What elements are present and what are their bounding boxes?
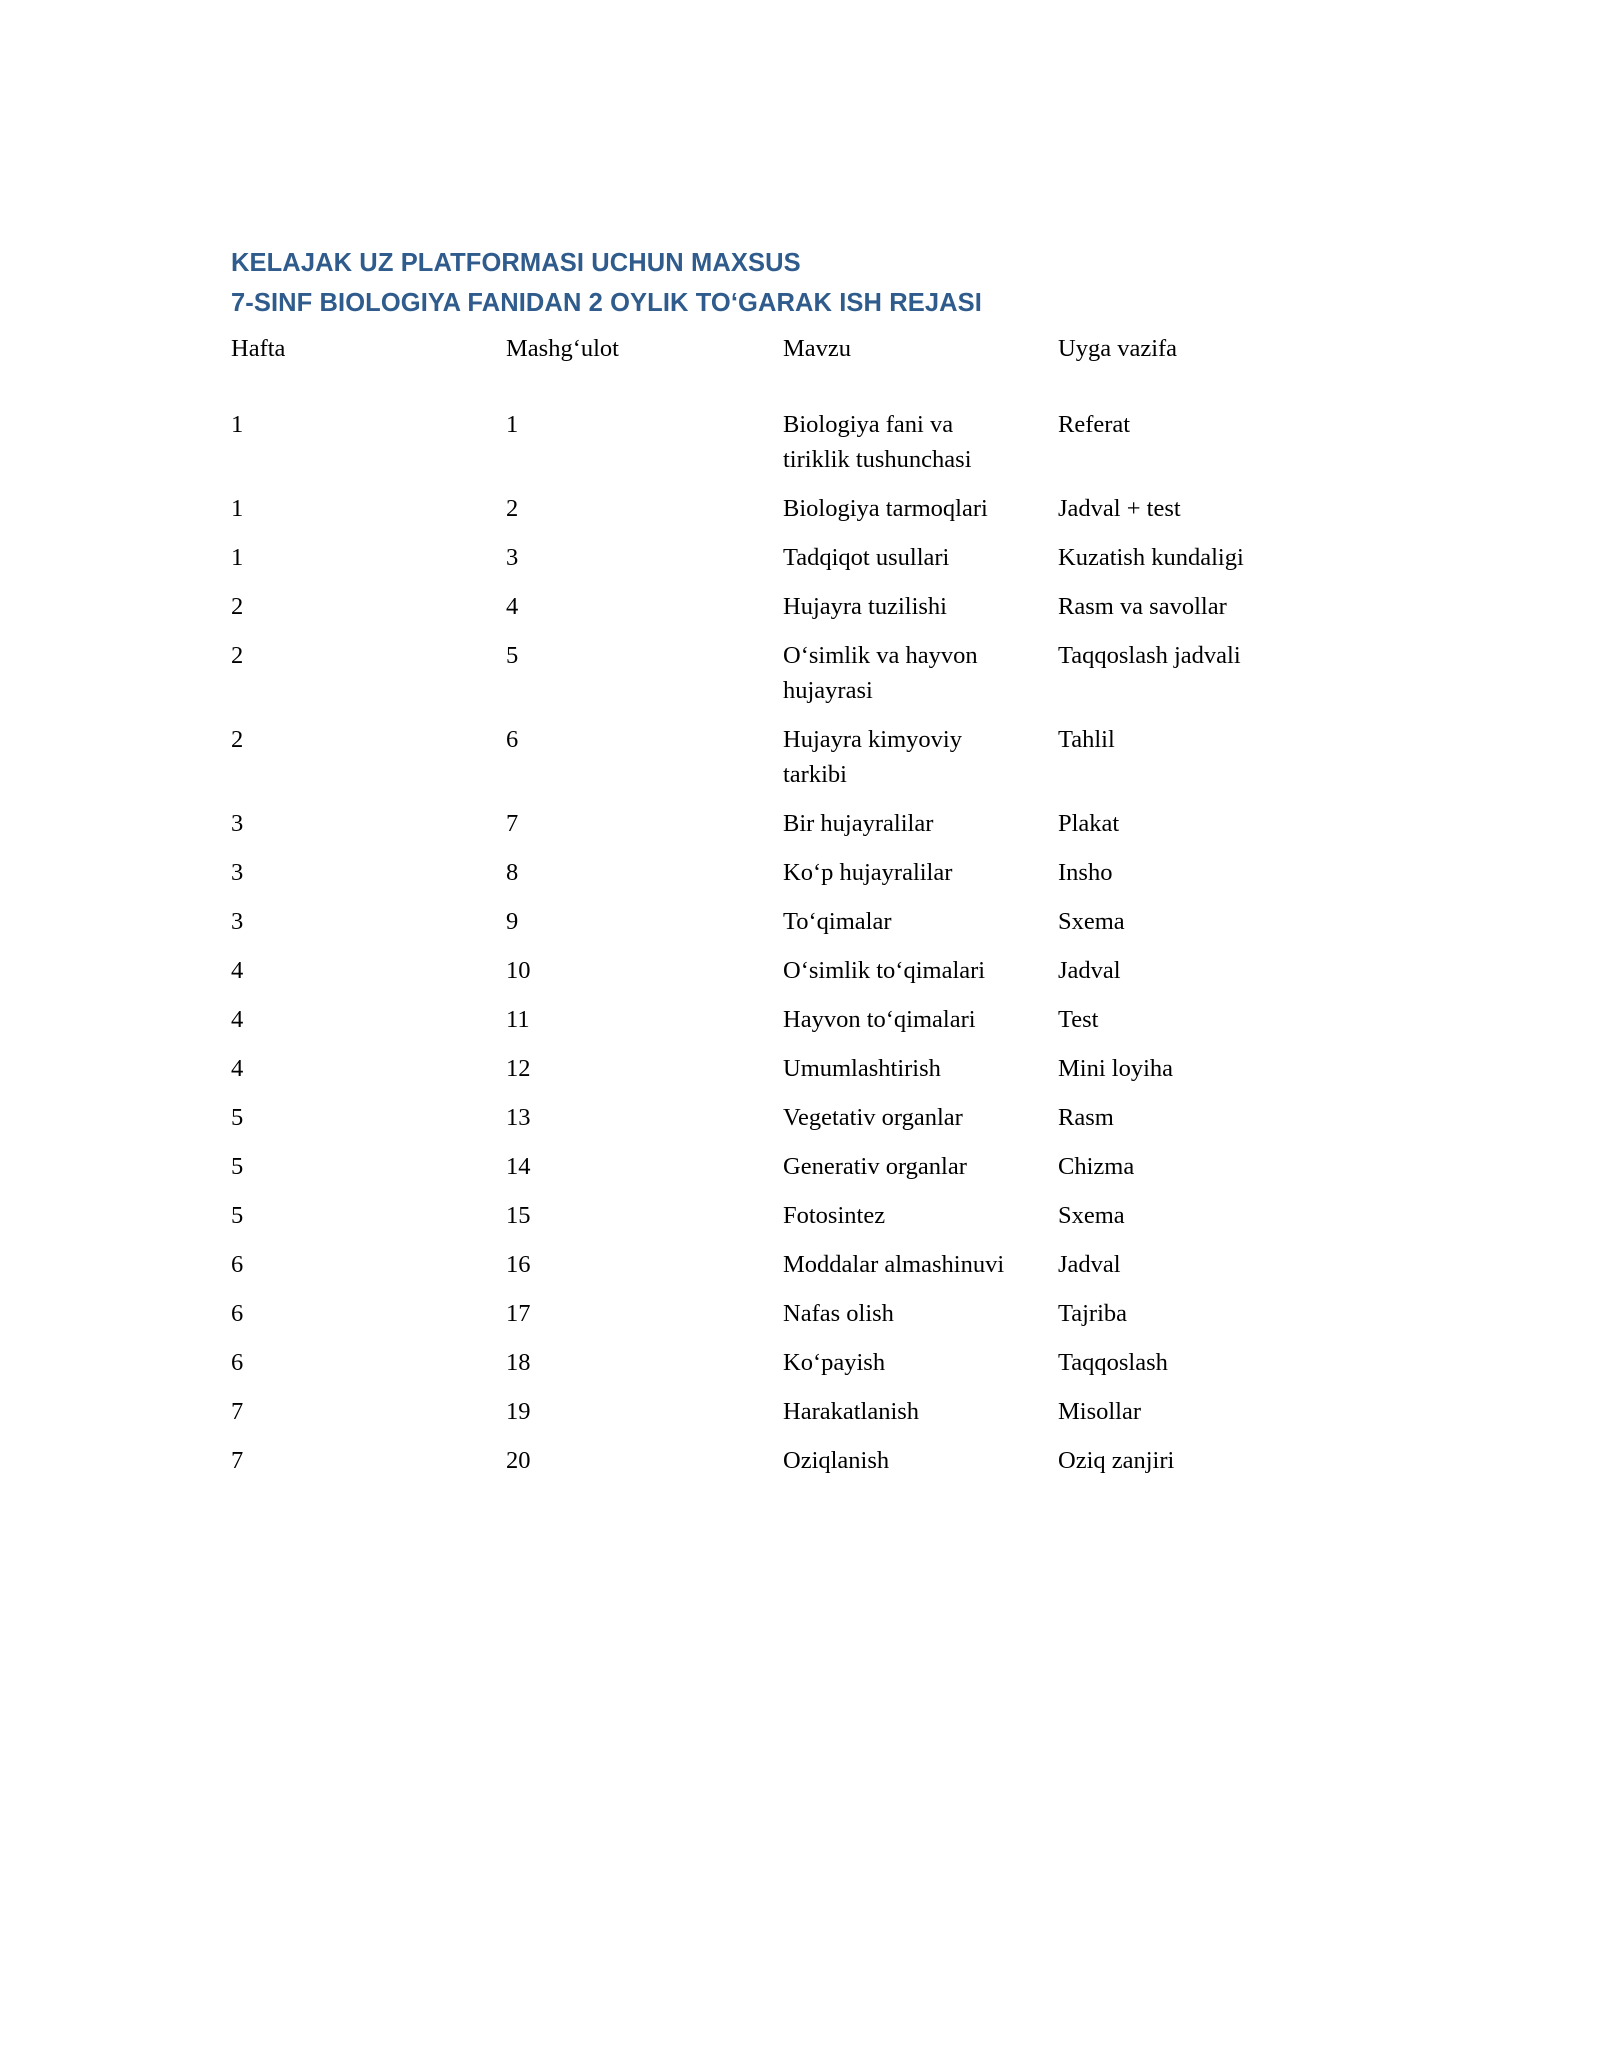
cell-text: Test: [1058, 1006, 1099, 1033]
table-cell-mashgulot: [506, 841, 783, 890]
table-cell-mashgulot: [506, 1380, 783, 1429]
cell-text: 6: [231, 1349, 244, 1376]
table-cell-uyga: [1058, 890, 1321, 939]
cell-text: 6: [231, 1251, 244, 1278]
table-cell-hafta: [231, 939, 506, 988]
cell-text: Harakatlanish: [783, 1398, 920, 1425]
cell-text: 7: [231, 1447, 244, 1474]
column-header-mavzu: Mavzu: [783, 335, 852, 362]
cell-text: Nafas olish: [783, 1300, 894, 1327]
cell-text: Jadval: [1058, 957, 1121, 984]
table-cell-uyga: [1058, 988, 1321, 1037]
table-cell-mavzu: [783, 792, 1058, 841]
table-row: [231, 1282, 1321, 1331]
table-cell-hafta: [231, 792, 506, 841]
cell-text: O‘simlik to‘qimalari: [783, 957, 986, 984]
table-cell-mashgulot: [506, 1135, 783, 1184]
table-row: [231, 1184, 1321, 1233]
table-cell-mashgulot: [506, 1184, 783, 1233]
table-cell-hafta: [231, 1331, 506, 1380]
table-cell-uyga: [1058, 792, 1321, 841]
work-plan-table: [231, 331, 1321, 1478]
table-row: [231, 1135, 1321, 1184]
cell-text: 18: [506, 1349, 531, 1376]
table-cell-mashgulot: [506, 624, 783, 708]
cell-text: Ko‘payish: [783, 1349, 886, 1376]
cell-text: 4: [506, 593, 519, 620]
cell-text: 2: [231, 726, 244, 753]
table-cell-mashgulot: [506, 1037, 783, 1086]
cell-text: 14: [506, 1153, 531, 1180]
cell-text: 1: [231, 544, 244, 571]
table-cell-mashgulot: [506, 393, 783, 477]
table-cell-hafta: [231, 1086, 506, 1135]
title-line-1: KELAJAK UZ PLATFORMASI UCHUN MAXSUS: [231, 249, 801, 277]
table-cell-hafta: [231, 624, 506, 708]
document-body: [231, 243, 1371, 1478]
table-cell-mavzu: [783, 1429, 1058, 1478]
column-header-hafta: Hafta: [231, 335, 286, 362]
table-cell-mavzu: [783, 526, 1058, 575]
table-row: [231, 526, 1321, 575]
cell-text: 12: [506, 1055, 531, 1082]
cell-text: Vegetativ organlar: [783, 1104, 963, 1131]
table-cell-mavzu: [783, 1037, 1058, 1086]
table-cell-mashgulot: [506, 526, 783, 575]
table-cell-hafta: [231, 1380, 506, 1429]
cell-text: 1: [231, 495, 244, 522]
cell-text: 1: [506, 411, 519, 438]
table-header: [231, 331, 1321, 393]
table-cell-hafta: [231, 526, 506, 575]
table-row: [231, 1331, 1321, 1380]
table-cell-hafta: [231, 1135, 506, 1184]
table-cell-mavzu: [783, 1282, 1058, 1331]
table-cell-hafta: [231, 988, 506, 1037]
cell-text: Oziq zanjiri: [1058, 1447, 1175, 1474]
table-cell-hafta: [231, 1184, 506, 1233]
cell-text: Oziqlanish: [783, 1447, 890, 1474]
table-cell-uyga: [1058, 1429, 1321, 1478]
table-cell-mashgulot: [506, 939, 783, 988]
cell-text: Jadval: [1058, 1251, 1121, 1278]
table-cell-mashgulot: [506, 1331, 783, 1380]
table-cell-uyga: [1058, 393, 1321, 477]
table-cell-mashgulot: [506, 792, 783, 841]
table-cell-hafta: [231, 1037, 506, 1086]
cell-text: Bir hujayralilar: [783, 810, 934, 837]
cell-text: Taqqoslash: [1058, 1349, 1168, 1376]
table-row: [231, 393, 1321, 477]
table-cell-hafta: [231, 1429, 506, 1478]
table-cell-mavzu: [783, 1331, 1058, 1380]
table-cell-mavzu: [783, 1135, 1058, 1184]
table-row: [231, 1380, 1321, 1429]
cell-text: 5: [231, 1104, 244, 1131]
table-cell-mashgulot: [506, 988, 783, 1037]
cell-text: 10: [506, 957, 531, 984]
table-cell-uyga: [1058, 575, 1321, 624]
cell-text: 3: [231, 810, 244, 837]
cell-text: 19: [506, 1398, 531, 1425]
cell-text: Fotosintez: [783, 1202, 886, 1229]
cell-text: O‘simlik va hayvon hujayrasi: [783, 642, 978, 704]
cell-text: 5: [506, 642, 519, 669]
table-row: [231, 988, 1321, 1037]
table-cell-hafta: [231, 575, 506, 624]
cell-text: 4: [231, 1055, 244, 1082]
cell-text: Biologiya fani va tiriklik tushunchasi: [783, 411, 972, 473]
table-cell-mavzu: [783, 841, 1058, 890]
table-row: [231, 792, 1321, 841]
table-cell-uyga: [1058, 477, 1321, 526]
table-row: [231, 477, 1321, 526]
cell-text: 16: [506, 1251, 531, 1278]
cell-text: 6: [506, 726, 519, 753]
table-cell-mashgulot: [506, 575, 783, 624]
cell-text: 3: [506, 544, 519, 571]
cell-text: Umumlashtirish: [783, 1055, 941, 1082]
table-cell-uyga: [1058, 841, 1321, 890]
table-cell-uyga: [1058, 1233, 1321, 1282]
cell-text: 11: [506, 1006, 530, 1033]
table-cell-mashgulot: [506, 1086, 783, 1135]
column-header-uyga-vazifa: Uyga vazifa: [1058, 335, 1178, 362]
cell-text: 8: [506, 859, 519, 886]
table-cell-hafta: [231, 393, 506, 477]
table-cell-hafta: [231, 1233, 506, 1282]
table-cell-mavzu: [783, 624, 1058, 708]
table-cell-uyga: [1058, 708, 1321, 792]
table-cell-uyga: [1058, 624, 1321, 708]
table-row: [231, 939, 1321, 988]
table-cell-uyga: [1058, 1331, 1321, 1380]
cell-text: Referat: [1058, 411, 1131, 438]
cell-text: 1: [231, 411, 244, 438]
table-cell-mavzu: [783, 988, 1058, 1037]
table-row: [231, 1233, 1321, 1282]
cell-text: 20: [506, 1447, 531, 1474]
cell-text: Mini loyiha: [1058, 1055, 1174, 1082]
cell-text: 13: [506, 1104, 531, 1131]
table-cell-uyga: [1058, 1184, 1321, 1233]
cell-text: 2: [231, 642, 244, 669]
cell-text: 4: [231, 957, 244, 984]
cell-text: Generativ organlar: [783, 1153, 967, 1180]
cell-text: Hujayra kimyoviy tarkibi: [783, 726, 962, 788]
table-cell-mavzu: [783, 477, 1058, 526]
table-cell-uyga: [1058, 1037, 1321, 1086]
table-cell-mashgulot: [506, 1429, 783, 1478]
table-cell-mavzu: [783, 393, 1058, 477]
table-cell-uyga: [1058, 1282, 1321, 1331]
table-body: [231, 393, 1321, 1478]
table-cell-mashgulot: [506, 890, 783, 939]
title-line-2: 7-SINF BIOLOGIYA FANIDAN 2 OYLIK TO‘GARAK ISH REJASI: [231, 289, 982, 317]
table-row: [231, 841, 1321, 890]
cell-text: 7: [506, 810, 519, 837]
table-cell-uyga: [1058, 1380, 1321, 1429]
cell-text: Sxema: [1058, 1202, 1125, 1229]
cell-text: Hujayra tuzilishi: [783, 593, 947, 620]
cell-text: 3: [231, 859, 244, 886]
table-row: [231, 575, 1321, 624]
table-row: [231, 1429, 1321, 1478]
table-cell-uyga: [1058, 939, 1321, 988]
table-cell-hafta: [231, 1282, 506, 1331]
cell-text: 2: [231, 593, 244, 620]
cell-text: Tahlil: [1058, 726, 1115, 753]
table-cell-mashgulot: [506, 1282, 783, 1331]
cell-text: Misollar: [1058, 1398, 1142, 1425]
table-cell-mavzu: [783, 1086, 1058, 1135]
cell-text: Biologiya tarmoqlari: [783, 495, 988, 522]
cell-text: Hayvon to‘qimalari: [783, 1006, 976, 1033]
cell-text: 3: [231, 908, 244, 935]
cell-text: 4: [231, 1006, 244, 1033]
cell-text: To‘qimalar: [783, 908, 892, 935]
table-row: [231, 708, 1321, 792]
cell-text: 6: [231, 1300, 244, 1327]
cell-text: Ko‘p hujayralilar: [783, 859, 953, 886]
document-title: [231, 243, 1371, 323]
table-row: [231, 1037, 1321, 1086]
table-cell-hafta: [231, 890, 506, 939]
cell-text: 17: [506, 1300, 531, 1327]
cell-text: Insho: [1058, 859, 1113, 886]
table-cell-uyga: [1058, 526, 1321, 575]
table-cell-mashgulot: [506, 477, 783, 526]
table-cell-mavzu: [783, 890, 1058, 939]
cell-text: Rasm va savollar: [1058, 593, 1227, 620]
cell-text: Chizma: [1058, 1153, 1135, 1180]
cell-text: 5: [231, 1202, 244, 1229]
table-cell-mavzu: [783, 1184, 1058, 1233]
table-cell-uyga: [1058, 1086, 1321, 1135]
table-row: [231, 1086, 1321, 1135]
table-header-row: [231, 331, 1321, 393]
table-cell-hafta: [231, 477, 506, 526]
table-cell-hafta: [231, 708, 506, 792]
column-header-mashgulot: Mashg‘ulot: [506, 335, 619, 362]
cell-text: 2: [506, 495, 519, 522]
table-cell-mavzu: [783, 1380, 1058, 1429]
cell-text: Plakat: [1058, 810, 1120, 837]
cell-text: 5: [231, 1153, 244, 1180]
cell-text: Taqqoslash jadvali: [1058, 642, 1241, 669]
cell-text: 9: [506, 908, 519, 935]
table-cell-mavzu: [783, 939, 1058, 988]
table-cell-mavzu: [783, 1233, 1058, 1282]
cell-text: Sxema: [1058, 908, 1125, 935]
table-row: [231, 624, 1321, 708]
cell-text: Tajriba: [1058, 1300, 1128, 1327]
table-row: [231, 890, 1321, 939]
cell-text: Jadval + test: [1058, 495, 1181, 522]
table-cell-uyga: [1058, 1135, 1321, 1184]
cell-text: Kuzatish kundaligi: [1058, 544, 1244, 571]
table-cell-mavzu: [783, 575, 1058, 624]
table-cell-mashgulot: [506, 1233, 783, 1282]
cell-text: Rasm: [1058, 1104, 1114, 1131]
table-cell-mavzu: [783, 708, 1058, 792]
table-cell-mashgulot: [506, 708, 783, 792]
cell-text: 15: [506, 1202, 531, 1229]
table-cell-hafta: [231, 841, 506, 890]
cell-text: Tadqiqot usullari: [783, 544, 950, 571]
cell-text: 7: [231, 1398, 244, 1425]
cell-text: Moddalar almashinuvi: [783, 1251, 1005, 1278]
